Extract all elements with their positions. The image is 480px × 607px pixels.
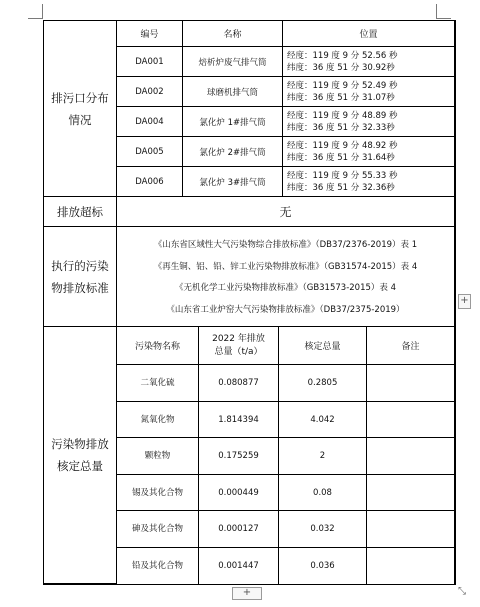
totals-header-emission	[199, 327, 279, 365]
pollutant-emission: 1.814394	[199, 402, 279, 438]
pollutant-name: 砷及其化合物	[117, 511, 199, 548]
table-resize-icon[interactable]: ⤡	[458, 586, 466, 597]
pollutant-quota: 2	[279, 438, 367, 475]
outlet-latitude: 纬度：36 度 51 分 30.92秒	[287, 62, 395, 73]
outlet-position	[283, 47, 455, 77]
totals-label	[44, 327, 117, 584]
outlets-label-text: 排污口分布情况	[51, 90, 109, 127]
outlet-position	[283, 137, 455, 167]
outlet-latitude: 纬度：36 度 51 分 32.36秒	[287, 182, 395, 193]
pollutant-name: 铅及其化合物	[117, 548, 199, 584]
outlet-latitude: 纬度：36 度 51 分 31.07秒	[287, 92, 395, 103]
outlet-position	[283, 107, 455, 137]
pollutant-note	[367, 548, 455, 584]
standards-label-text: 执行的污染物排放标准	[51, 258, 109, 295]
outlet-name: 球磨机排气筒	[183, 77, 283, 107]
pollutant-name: 二氧化硫	[117, 365, 199, 402]
outlet-position	[283, 77, 455, 107]
outlet-id: DA005	[117, 137, 183, 167]
pollutant-emission: 0.001447	[199, 548, 279, 584]
outlet-name: 氯化炉 1#排气筒	[183, 107, 283, 137]
outlet-id: DA004	[117, 107, 183, 137]
pollutant-note	[367, 402, 455, 438]
pollutant-emission: 0.000127	[199, 511, 279, 548]
outlets-label	[44, 21, 117, 197]
outlet-name: 焙析炉废气排气筒	[183, 47, 283, 77]
standard-item: 《山东省区域性大气污染物综合排放标准》（DB37/2376-2019）表 1	[153, 239, 418, 250]
outlet-longitude: 经度：119 度 9 分 52.56 秒	[287, 50, 398, 61]
totals-header-note: 备注	[367, 327, 455, 365]
pollutant-name: 氮氧化物	[117, 402, 199, 438]
page-corner-mark-top-left	[28, 4, 43, 19]
pollutant-note	[367, 511, 455, 548]
pollutant-emission: 0.175259	[199, 438, 279, 475]
exceed-label: 排放超标	[44, 197, 117, 227]
outlet-longitude: 经度：119 度 9 分 52.49 秒	[287, 80, 398, 91]
pollutant-quota: 0.2805	[279, 365, 367, 402]
pollutant-quota: 0.032	[279, 511, 367, 548]
standard-item: 《再生铜、铝、铅、锌工业污染物排放标准》（GB31574-2015）表 4	[153, 261, 418, 272]
outlet-name: 氯化炉 3#排气筒	[183, 167, 283, 197]
outlet-name: 氯化炉 2#排气筒	[183, 137, 283, 167]
pollutant-quota: 0.08	[279, 475, 367, 511]
pollutant-note	[367, 475, 455, 511]
outlet-longitude: 经度：119 度 9 分 48.89 秒	[287, 110, 398, 121]
outlet-id: DA001	[117, 47, 183, 77]
totals-label-text: 污染物排放核定总量	[51, 437, 109, 473]
pollutant-name: 锡及其化合物	[117, 475, 199, 511]
outlet-header-name: 名称	[183, 21, 283, 47]
outlet-header-id: 编号	[117, 21, 183, 47]
outlet-id: DA002	[117, 77, 183, 107]
totals-header-quota: 核定总量	[279, 327, 367, 365]
outlet-latitude: 纬度：36 度 51 分 31.64秒	[287, 152, 395, 163]
page-corner-mark-top-right	[436, 4, 451, 19]
pollutant-quota: 4.042	[279, 402, 367, 438]
exceed-value: 无	[117, 197, 455, 227]
totals-header-emission-text: 2022 年排放总量（t/a）	[212, 333, 265, 357]
pollutant-emission: 0.000449	[199, 475, 279, 511]
pollutant-name: 颗粒物	[117, 438, 199, 475]
standards-list	[117, 227, 455, 327]
report-table	[43, 20, 456, 585]
pollutant-emission: 0.080877	[199, 365, 279, 402]
pollutant-note	[367, 438, 455, 475]
pollutant-quota: 0.036	[279, 548, 367, 584]
standards-label	[44, 227, 117, 327]
totals-header-pollutant: 污染物名称	[117, 327, 199, 365]
outlet-id: DA006	[117, 167, 183, 197]
outlet-header-position: 位置	[283, 21, 455, 47]
add-row-handle[interactable]: +	[232, 587, 262, 600]
outlet-longitude: 经度：119 度 9 分 55.33 秒	[287, 170, 398, 181]
pollutant-note	[367, 365, 455, 402]
outlet-longitude: 经度：119 度 9 分 48.92 秒	[287, 140, 398, 151]
add-column-handle[interactable]: +	[458, 294, 471, 309]
standard-item: 《山东省工业炉窑大气污染物排放标准》（DB37/2375-2019）	[166, 305, 405, 316]
standard-item: 《无机化学工业污染物排放标准》（GB31573-2015）表 4	[174, 283, 397, 294]
outlet-position	[283, 167, 455, 197]
outlet-latitude: 纬度：36 度 51 分 32.33秒	[287, 122, 395, 133]
